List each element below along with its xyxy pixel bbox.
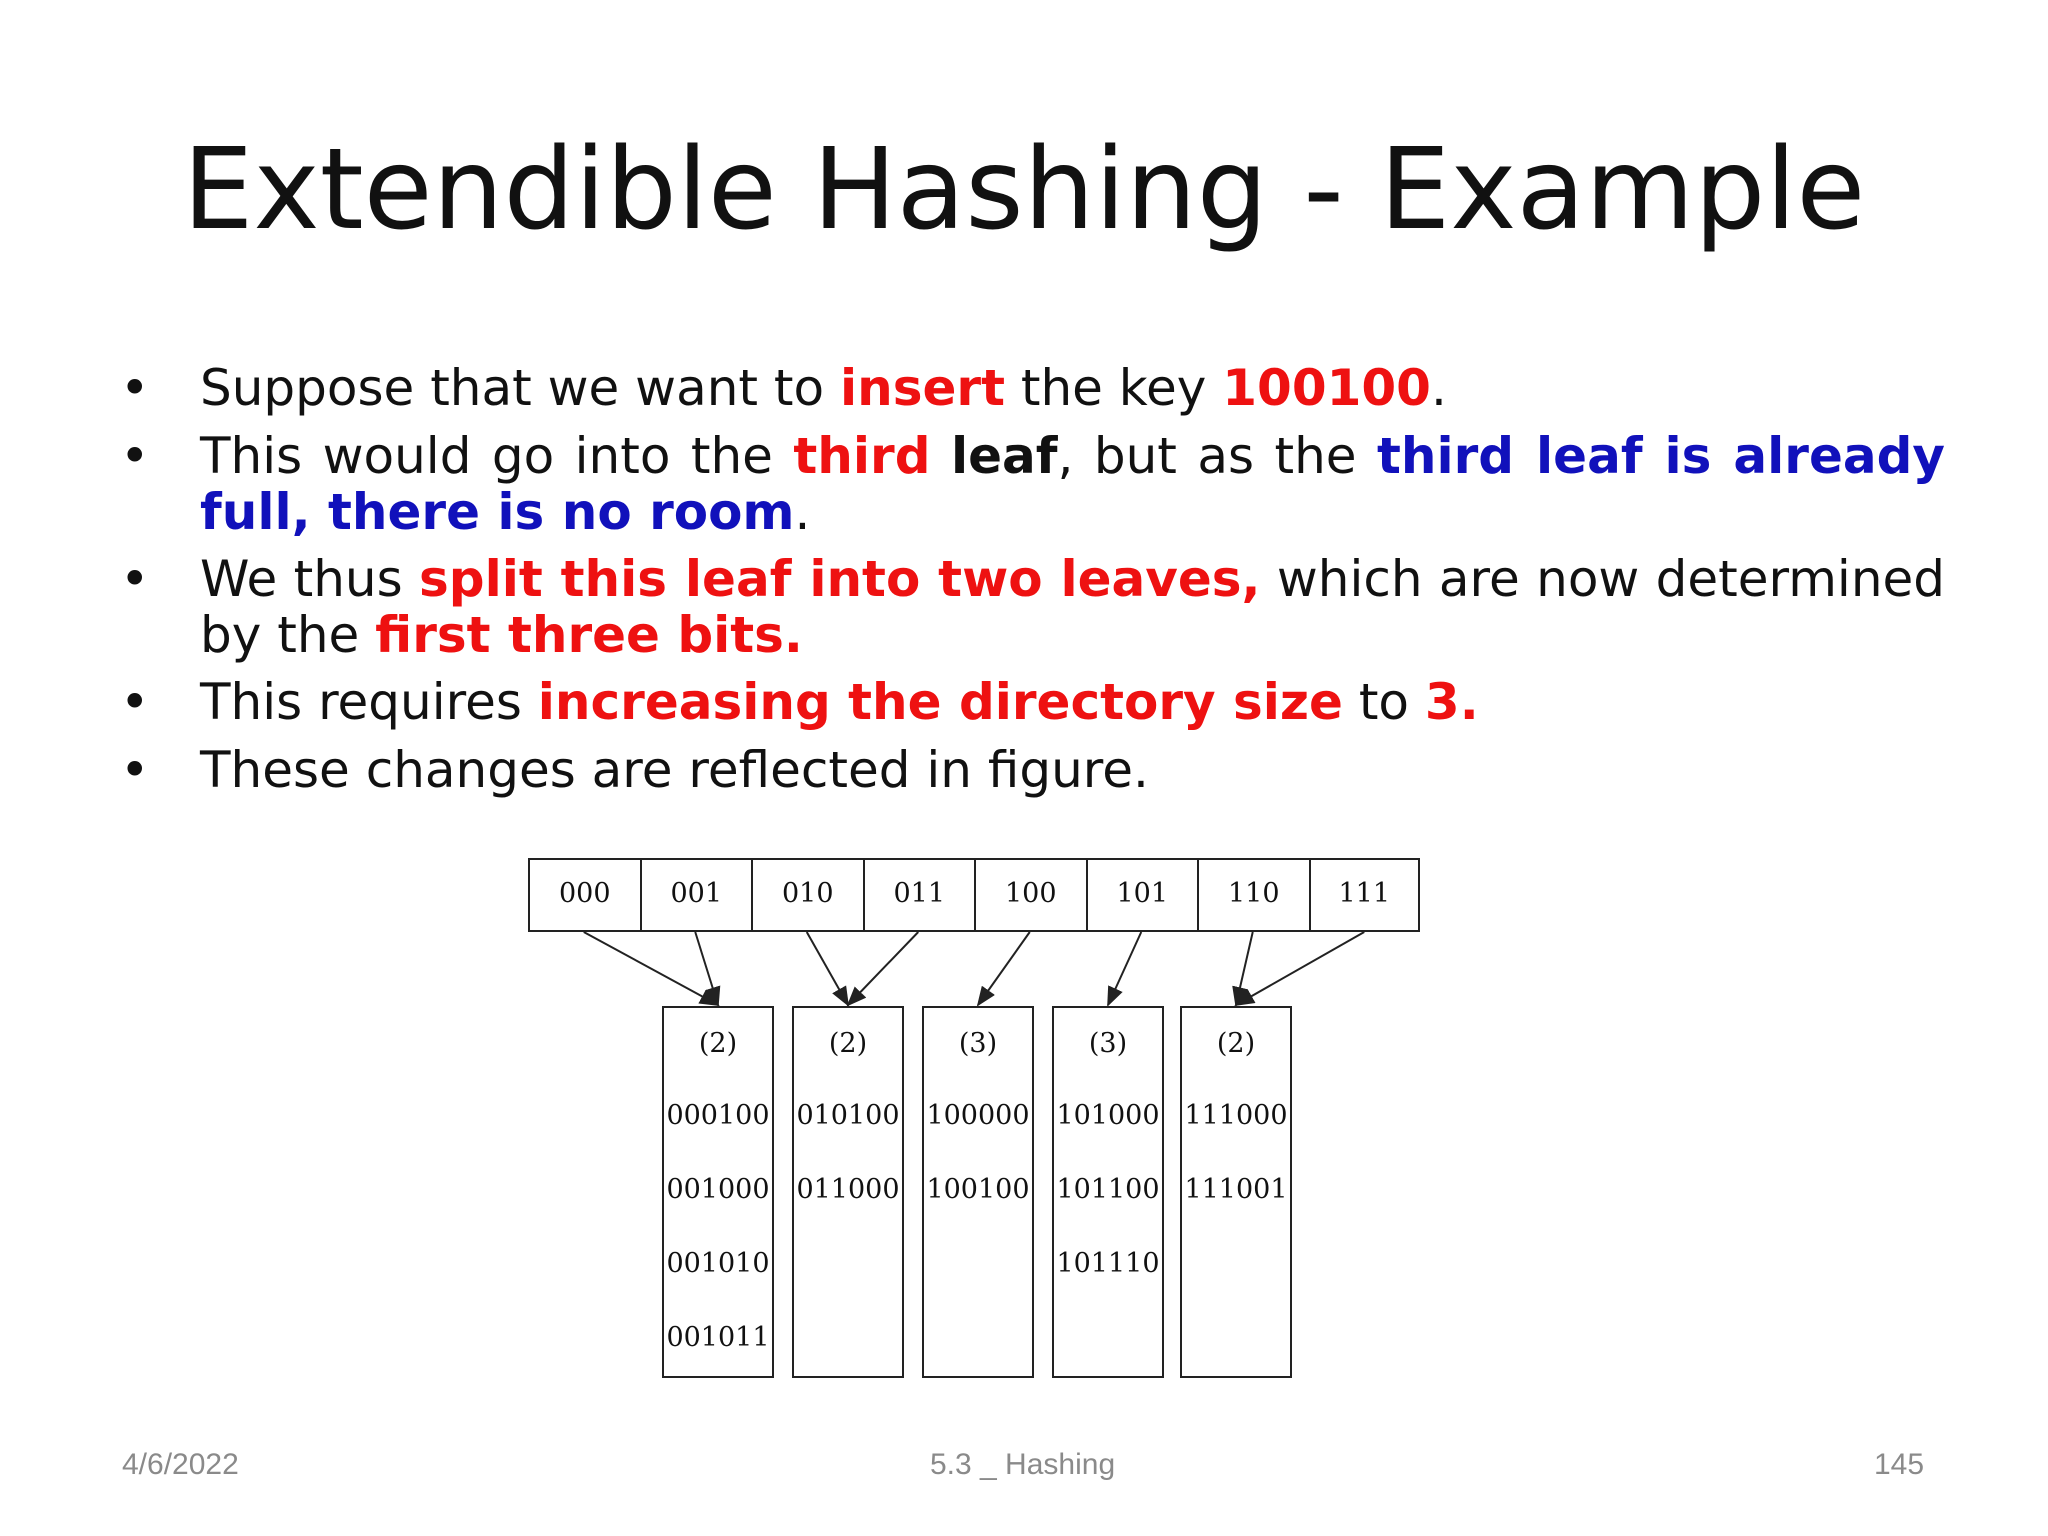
bucket-key: 000100 (666, 1100, 770, 1131)
bucket (792, 1006, 904, 1378)
directory-entry: 111 (1309, 858, 1421, 932)
bucket-key: 111000 (1184, 1100, 1288, 1131)
bucket-key: 101000 (1056, 1100, 1160, 1131)
footer-title: 5.3 _ Hashing (930, 1448, 1116, 1481)
bucket-key: 001010 (666, 1248, 770, 1279)
bucket-local-depth: (3) (958, 1028, 998, 1059)
bullet-marker: • (120, 673, 150, 731)
bucket-key: 101100 (1056, 1174, 1160, 1205)
bullet-text (200, 742, 1945, 798)
bullet-segment: insert (840, 359, 1005, 417)
bucket-local-depth: (2) (698, 1028, 738, 1059)
bullet-segment: , but as the (1057, 427, 1377, 485)
bucket-local-depth: (3) (1088, 1028, 1128, 1059)
directory-entry: 110 (1197, 858, 1311, 932)
bucket-key: 011000 (796, 1174, 900, 1205)
bullet-segment: . (1430, 359, 1447, 417)
pointer-arrow (807, 932, 848, 1005)
pointer-arrow (978, 932, 1030, 1005)
directory-entry: 001 (640, 858, 754, 932)
bucket-key: 010100 (796, 1100, 900, 1131)
bullet-marker: • (120, 427, 150, 485)
slide-title: Extendible Hashing - Example (182, 125, 1866, 255)
pointer-arrow (848, 932, 918, 1005)
bullet-segment: This requires (200, 673, 538, 731)
bullet-segment: Suppose that we want to (200, 359, 840, 417)
bullet-segment: increasing the directory size (537, 673, 1343, 731)
bullet-segment: third leaf is already full, there is no room (200, 427, 1945, 541)
bullet-segment: which are now determined by the (200, 550, 1946, 664)
bucket-key: 001011 (666, 1322, 770, 1353)
bullet-segment (931, 427, 951, 485)
bullet-marker: • (120, 359, 150, 417)
bullet-segment: the key (1004, 359, 1223, 417)
bucket-local-depth: (2) (1216, 1028, 1256, 1059)
bucket-key: 111001 (1184, 1174, 1288, 1205)
footer-page-number: 145 (1874, 1448, 1925, 1481)
bullet-segment: This would go into the (200, 427, 794, 485)
bucket-key: 001000 (666, 1174, 770, 1205)
extendible-hashing-diagram (528, 858, 1420, 1388)
directory-entry: 011 (863, 858, 977, 932)
bullet-marker: • (120, 741, 150, 799)
bucket (662, 1006, 774, 1378)
directory-entry: 100 (974, 858, 1088, 932)
directory-entry: 101 (1086, 858, 1200, 932)
bullet-segment: 100100 (1222, 359, 1431, 417)
bucket-local-depth: (2) (828, 1028, 868, 1059)
bucket (1180, 1006, 1292, 1378)
bucket-key: 100100 (926, 1174, 1030, 1205)
bullet-text (200, 674, 1945, 730)
bullet-segment: to (1342, 673, 1425, 731)
bullet-marker: • (120, 550, 150, 608)
directory-entry: 010 (751, 858, 865, 932)
bucket (922, 1006, 1034, 1378)
bullet-segment: split this leaf into two leaves, (419, 550, 1261, 608)
pointer-arrow (1108, 932, 1141, 1005)
bullet-segment: 3. (1424, 673, 1479, 731)
directory-entry: 000 (528, 858, 642, 932)
bullet-segment: first three bits. (375, 606, 803, 664)
bucket-key: 100000 (926, 1100, 1030, 1131)
bullet-segment: third (793, 427, 931, 485)
bullet-text (200, 360, 1945, 416)
bucket (1052, 1006, 1164, 1378)
bullet-text (200, 428, 1945, 540)
bullet-text (200, 551, 1945, 663)
bullet-segment: These changes are reflected in figure. (200, 741, 1149, 799)
bullet-segment: We thus (200, 550, 420, 608)
bucket-key: 101110 (1056, 1248, 1160, 1279)
footer-date: 4/6/2022 (122, 1448, 239, 1481)
pointer-arrow (1236, 932, 1364, 1005)
bullet-segment: leaf (950, 427, 1058, 485)
bullet-segment: . (794, 483, 811, 541)
pointer-arrow (1236, 932, 1253, 1005)
